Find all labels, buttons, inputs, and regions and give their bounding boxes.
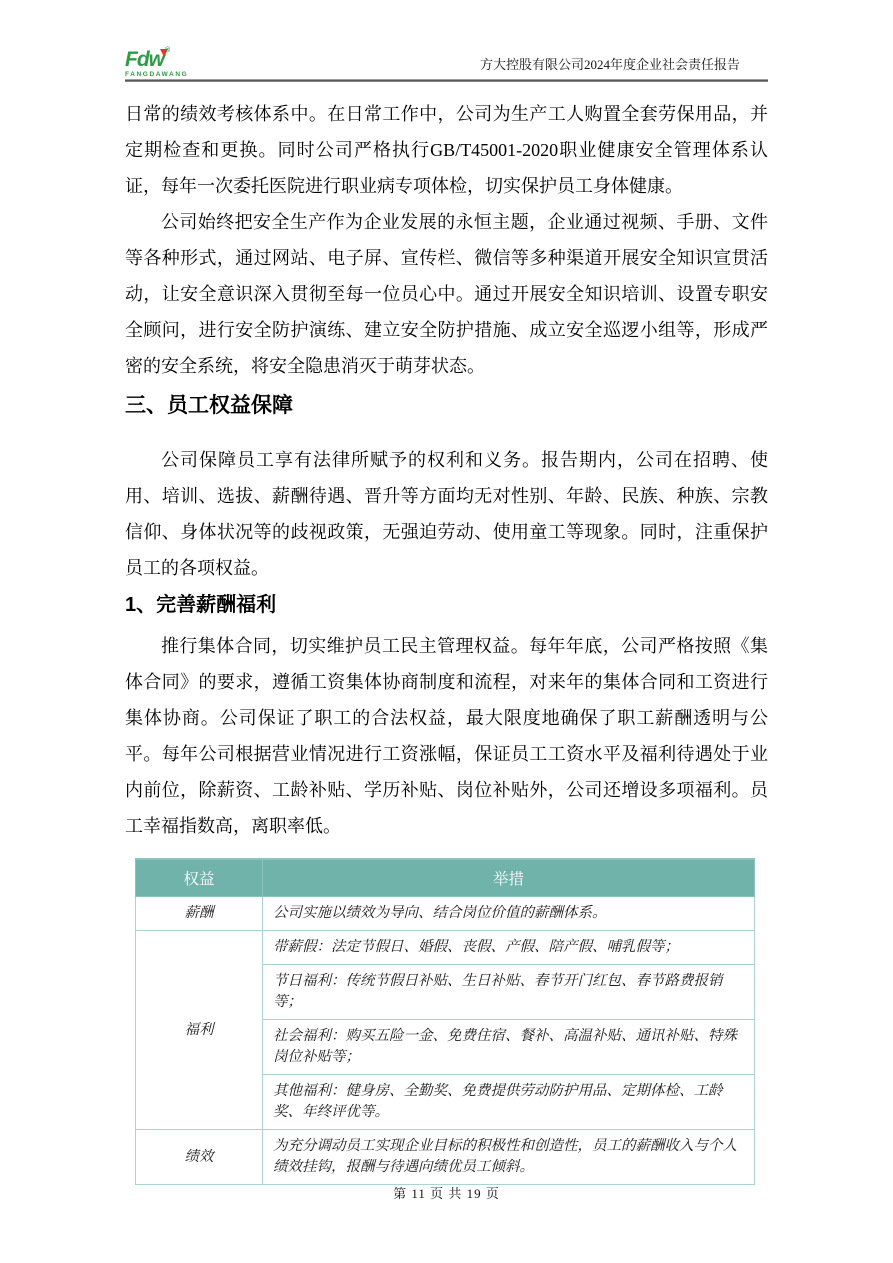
cell-welfare-other: 其他福利：健身房、全勤奖、免费提供劳动防护用品、定期体检、工龄奖、年终评优等。 bbox=[263, 1075, 755, 1130]
cell-performance-measure: 为充分调动员工实现企业目标的积极性和创造性，员工的薪酬收入与个人绩效挂钩，报酬与待遇向绩优员工倾斜。 bbox=[263, 1130, 755, 1185]
table-header-rights: 权益 bbox=[136, 859, 263, 897]
benefits-table bbox=[135, 858, 755, 1185]
table-header-row bbox=[136, 859, 755, 897]
paragraph-safety: 公司始终把安全生产作为企业发展的永恒主题，企业通过视频、手册、文件等各种形式，通过网站、电子屏、宣传栏、微信等多种渠道开展安全知识宣贯活动，让安全意识深入贯彻至每一位员心中。通过开展安全知识培训、设置专职安全顾问，进行安全防护演练、建立安全防护措施、成立安全巡逻小组等，形成严密的安全系统，将安全隐患消灭于萌芽状态。 bbox=[125, 212, 768, 376]
header-divider bbox=[125, 79, 768, 82]
table-row bbox=[136, 897, 755, 931]
row-label-salary: 薪酬 bbox=[136, 897, 263, 931]
cell-welfare-holiday: 节日福利：传统节假日补贴、生日补贴、春节开门红包、春节路费报销等； bbox=[263, 965, 755, 1020]
paragraph-labor-protection: 日常的绩效考核体系中。在日常工作中，公司为生产工人购置全套劳保用品，并定期检查和更换。同时公司严格执行GB/T45001-2020职业健康安全管理体系认证，每年一次委托医院进行职业病专项体检，切实保护员工身体健康。 bbox=[125, 104, 768, 196]
page-number: 第 11 页 共 19 页 bbox=[393, 1186, 500, 1201]
paragraph-compensation: 推行集体合同，切实维护员工民主管理权益。每年年底，公司严格按照《集体合同》的要求，遵循工资集体协商制度和流程，对来年的集体合同和工资进行集体协商。公司保证了职工的合法权益，最大限度地确保了职工薪酬透明与公平。每年公司根据营业情况进行工资涨幅，保证员工工资水平及福利待遇处于业内前位，除薪资、工龄补贴、学历补贴、岗位补贴外，公司还增设多项福利。员工幸福指数高，离职率低。 bbox=[125, 636, 768, 836]
row-label-performance: 绩效 bbox=[136, 1130, 263, 1185]
paragraph-rights: 公司保障员工享有法律所赋予的权利和义务。报告期内，公司在招聘、使用、培训、选拔、薪酬待遇、晋升等方面均无对性别、年龄、民族、种族、宗教信仰、身体状况等的歧视政策，无强迫劳动、使用童工等现象。同时，注重保护员工的各项权益。 bbox=[125, 450, 768, 578]
company-logo bbox=[125, 46, 189, 79]
document-body bbox=[125, 96, 768, 1185]
cell-welfare-social: 社会福利：购买五险一金、免费住宿、餐补、高温补贴、通讯补贴、特殊岗位补贴等； bbox=[263, 1020, 755, 1075]
cell-welfare-paid-leave: 带薪假：法定节假日、婚假、丧假、产假、陪产假、哺乳假等； bbox=[263, 931, 755, 965]
subsection-heading-compensation: 1、完善薪酬福利 bbox=[125, 594, 277, 616]
registered-trademark-icon: ® bbox=[165, 46, 171, 54]
table-row bbox=[136, 1130, 755, 1185]
section-heading-employee-rights: 三、员工权益保障 bbox=[125, 394, 293, 417]
page-header bbox=[125, 44, 768, 78]
row-label-welfare: 福利 bbox=[136, 931, 263, 1130]
logo-text: Fdw bbox=[125, 47, 164, 71]
page-footer bbox=[0, 1183, 893, 1202]
logo-wordmark bbox=[125, 46, 188, 71]
table-header-measures: 举措 bbox=[263, 859, 755, 897]
report-title: 方大控股有限公司2024年度企业社会责任报告 bbox=[479, 57, 740, 72]
table-row bbox=[136, 931, 755, 965]
logo-subtext: FANGDAWANG bbox=[125, 70, 189, 78]
cell-salary-measure: 公司实施以绩效为导向、结合岗位价值的薪酬体系。 bbox=[263, 897, 755, 931]
